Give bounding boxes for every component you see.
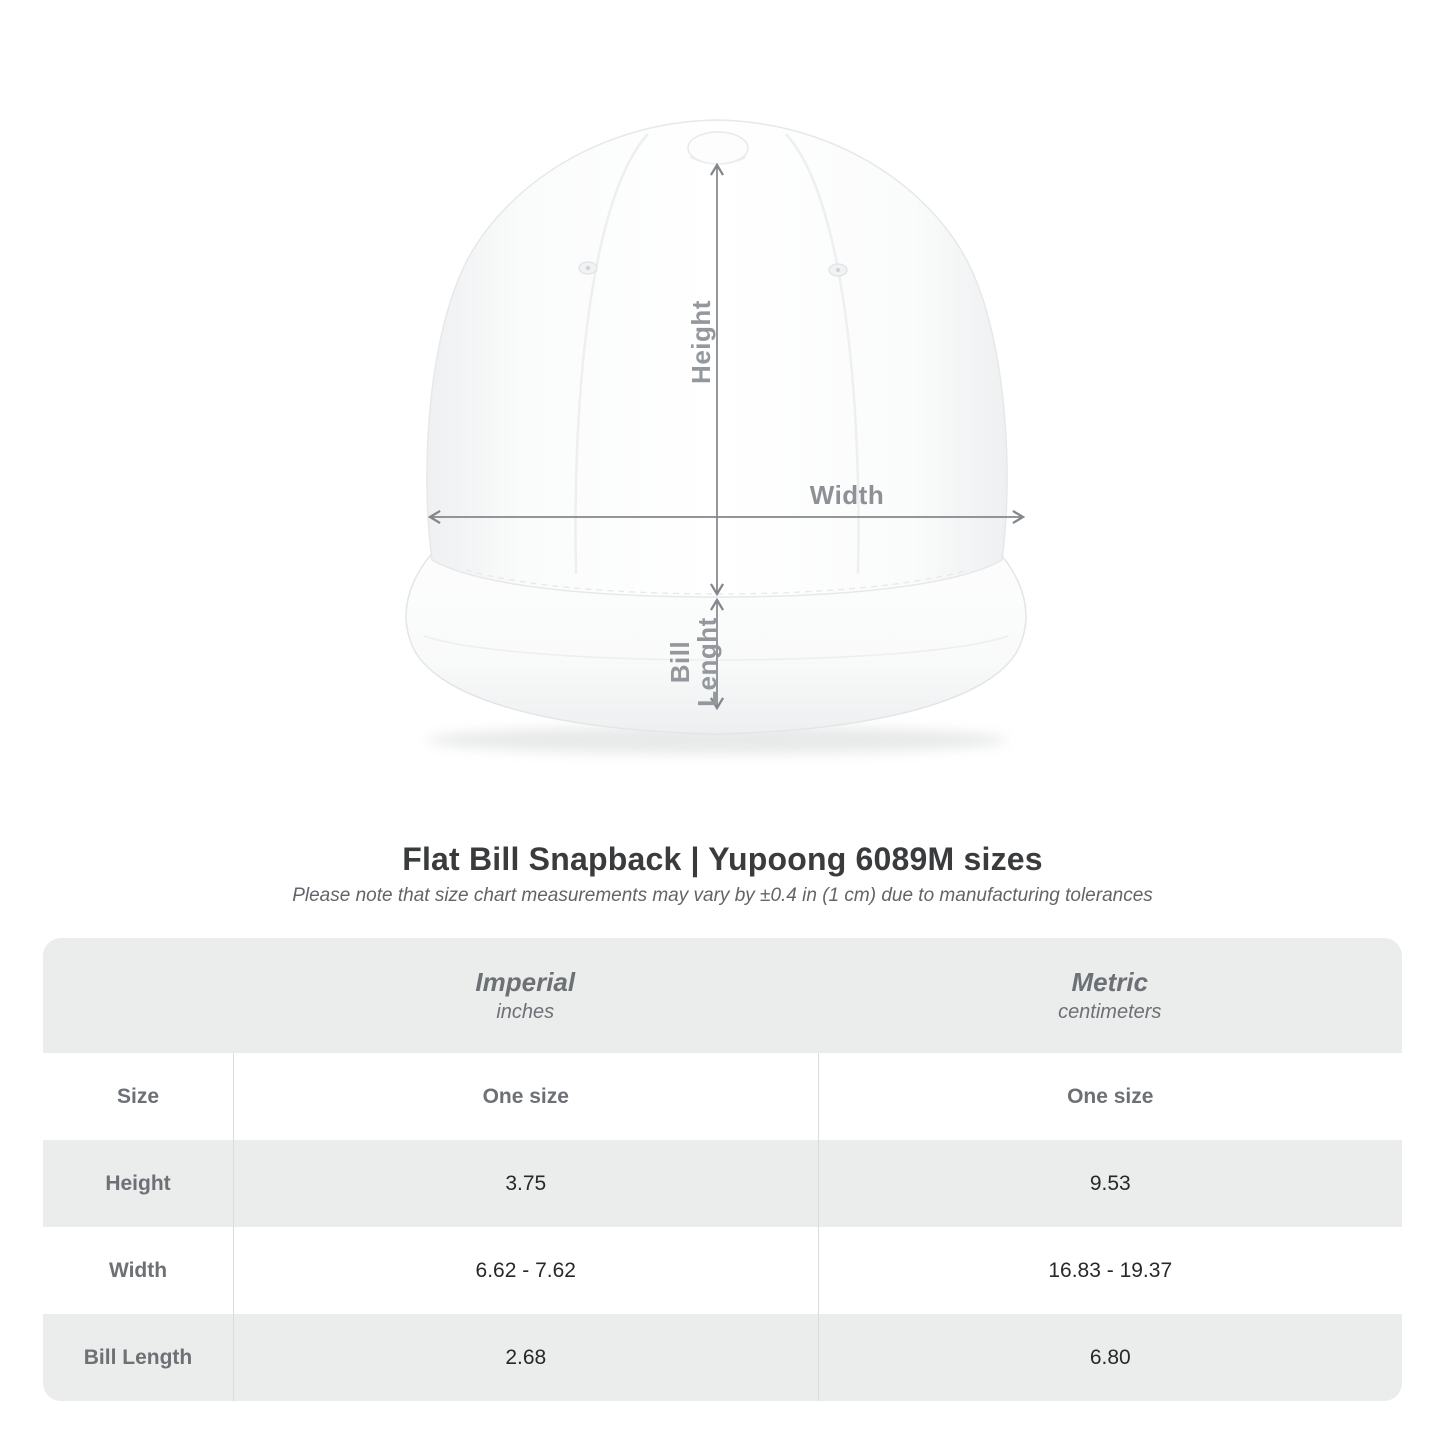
top-button <box>688 132 748 164</box>
metric-unit: centimeters <box>1058 1001 1162 1023</box>
row-label: Height <box>105 1171 171 1195</box>
imperial-value: 6.62 - 7.62 <box>233 1227 818 1314</box>
metric-title: Metric <box>1071 967 1149 997</box>
header-metric <box>818 938 1403 1053</box>
size-table <box>43 938 1402 1401</box>
height-label: Height <box>686 300 716 384</box>
header-imperial <box>233 938 818 1053</box>
metric-value: 6.80 <box>818 1314 1403 1401</box>
table-row-height <box>43 1140 1402 1227</box>
snapback-hat-illustration <box>370 88 1080 772</box>
imperial-value: 2.68 <box>233 1314 818 1401</box>
page-title: Flat Bill Snapback | Yupoong 6089M sizes <box>402 841 1043 877</box>
size-table-header <box>43 938 1402 1053</box>
table-row-width <box>43 1227 1402 1314</box>
table-row-size <box>43 1053 1402 1140</box>
header-spacer <box>43 938 233 1053</box>
imperial-value: One size <box>233 1053 818 1140</box>
metric-value: One size <box>818 1053 1403 1140</box>
width-label: Width <box>809 480 885 510</box>
tolerance-note: Please note that size chart measurements may vary by ±0.4 in (1 cm) due to manufacturing tolerances <box>292 885 1153 906</box>
row-label: Width <box>108 1258 168 1282</box>
hat-measurement-diagram <box>370 88 1080 772</box>
eyelet-left <box>579 262 597 274</box>
row-label: Bill Length <box>83 1345 193 1369</box>
bill-length-label-line2: Lenght <box>692 617 722 707</box>
imperial-title: Imperial <box>475 967 576 997</box>
table-row-bill-length <box>43 1314 1402 1401</box>
metric-value: 9.53 <box>818 1140 1403 1227</box>
row-label: Size <box>116 1084 160 1108</box>
bill-length-label-line1: Bill <box>665 640 695 684</box>
imperial-value: 3.75 <box>233 1140 818 1227</box>
imperial-unit: inches <box>496 1001 555 1023</box>
eyelet-right <box>829 264 847 276</box>
metric-value: 16.83 - 19.37 <box>818 1227 1403 1314</box>
